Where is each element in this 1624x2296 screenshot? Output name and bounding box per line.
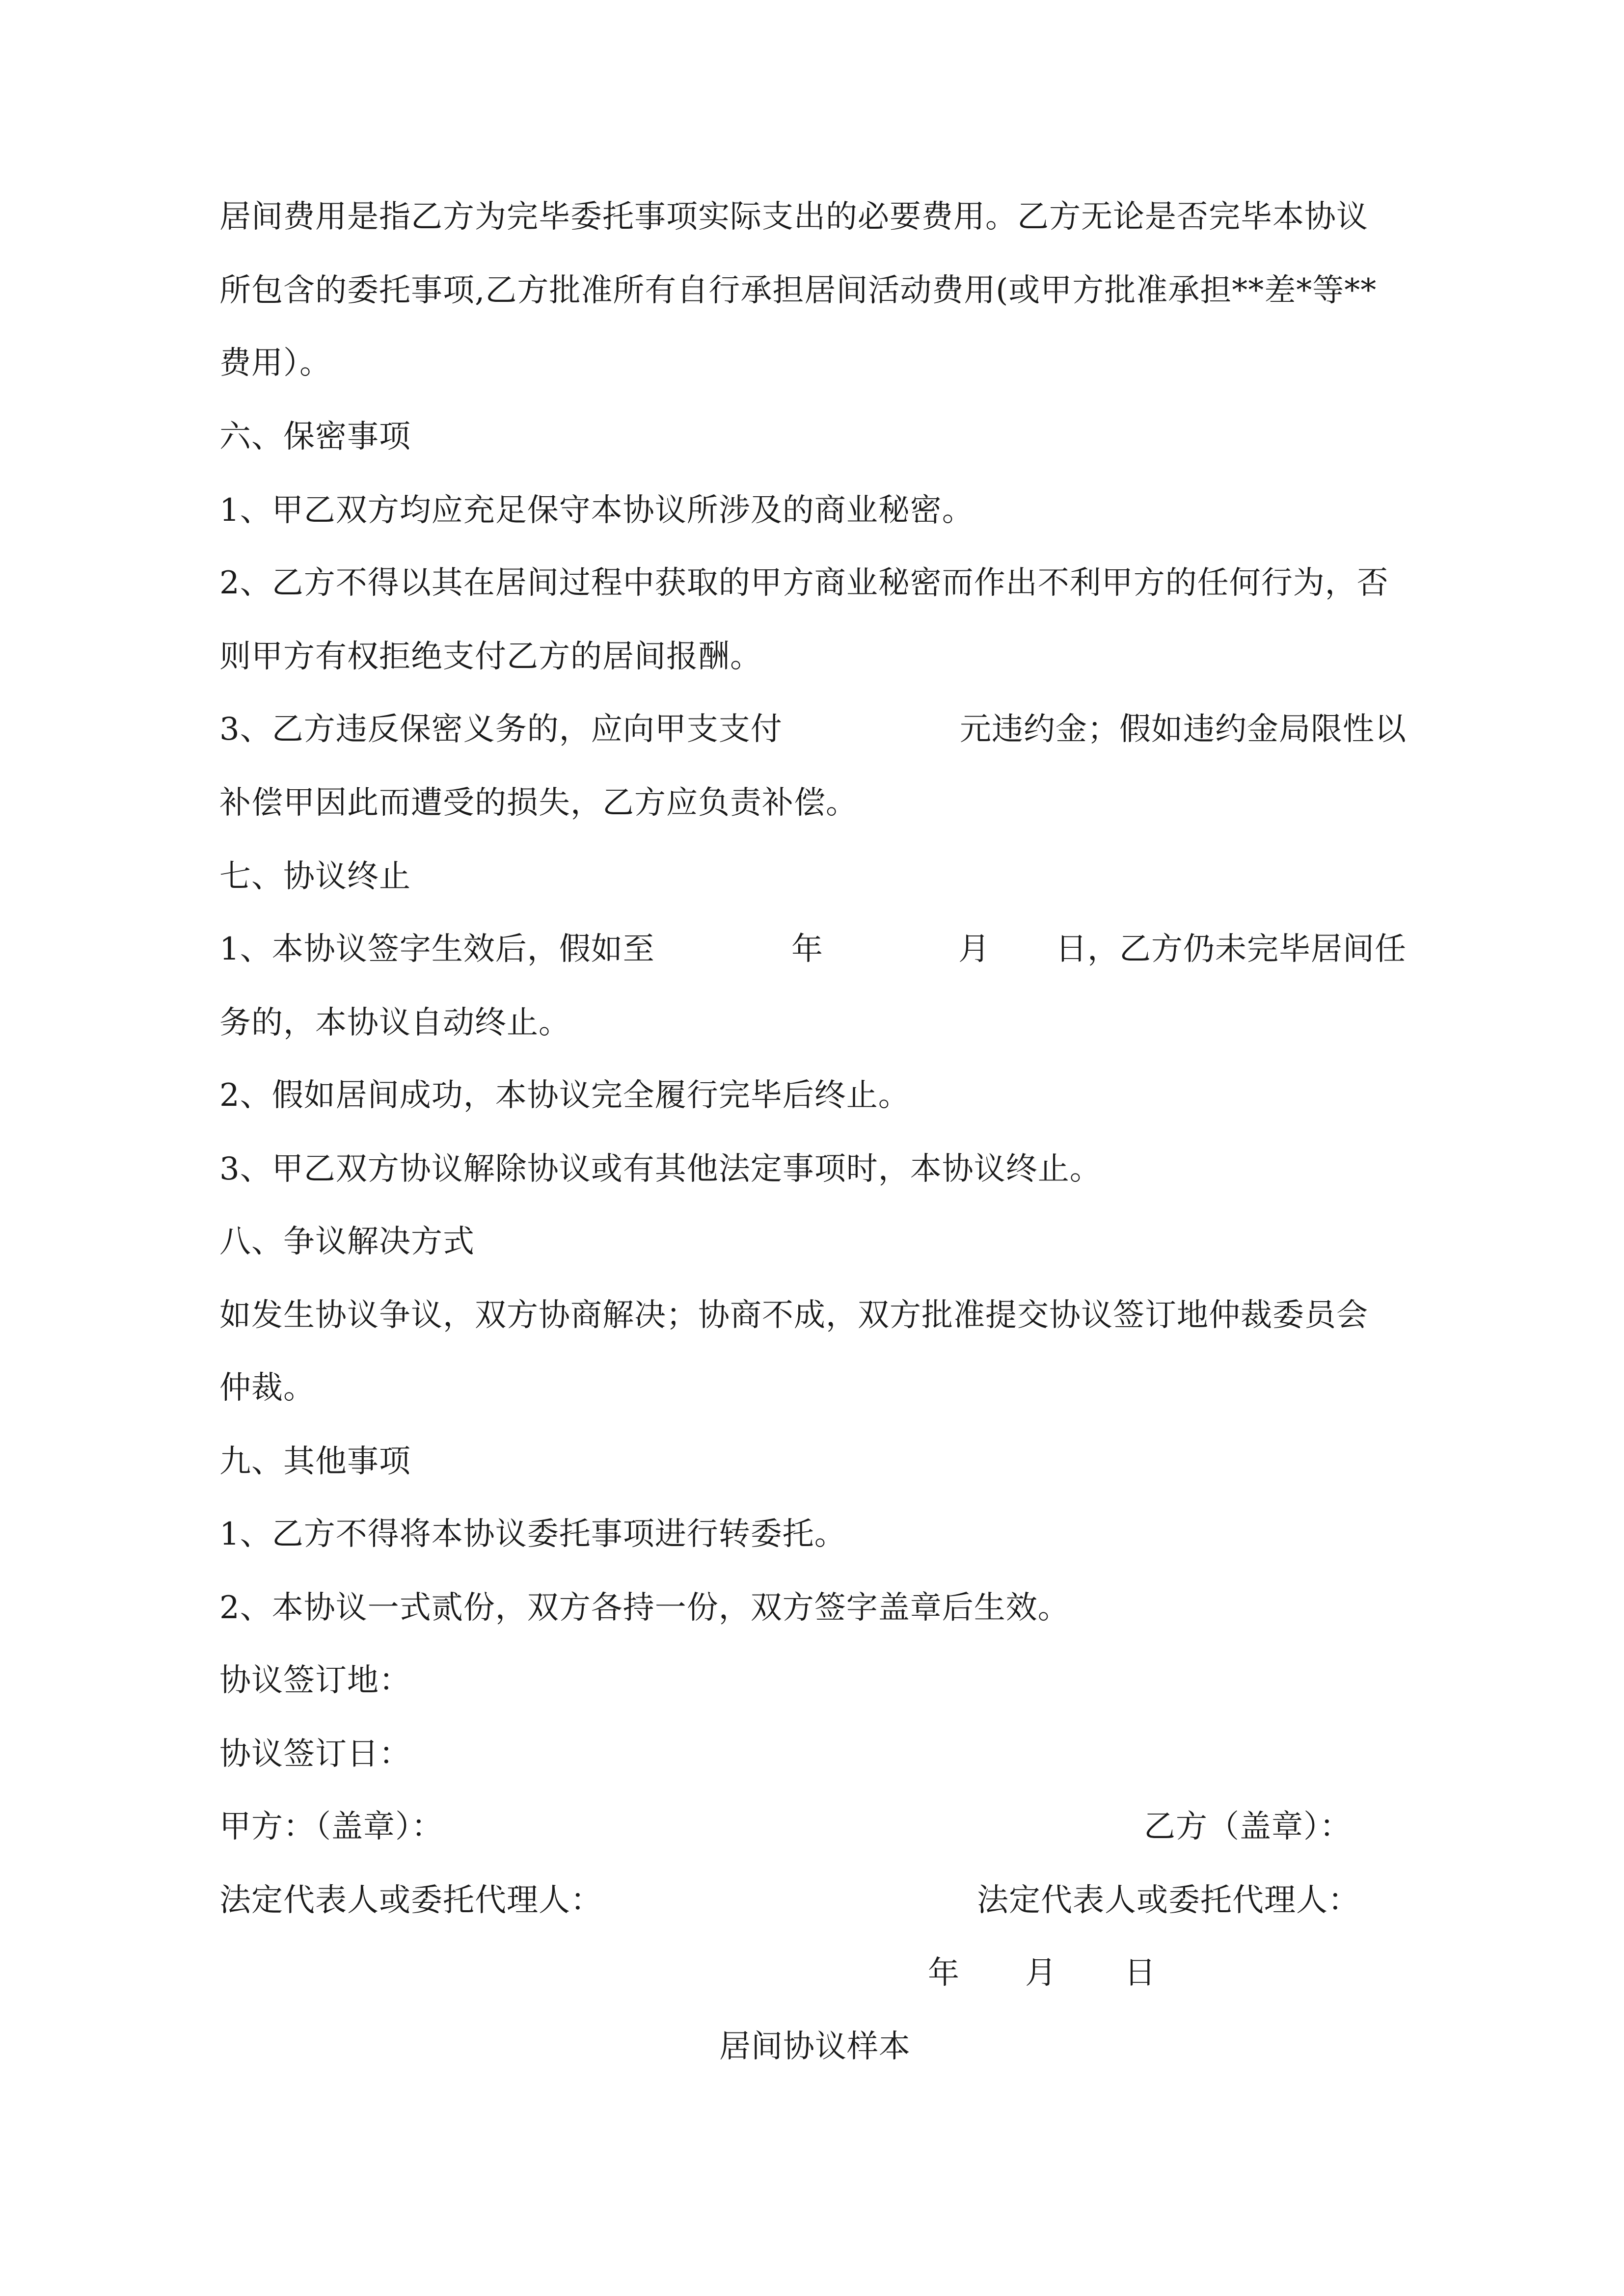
section9-item1: 1、乙方不得将本协议委托事项进行转委托。 bbox=[219, 1516, 846, 1552]
sign-place-label: 协议签订地： bbox=[219, 1662, 411, 1699]
section6-title: 六、保密事项 bbox=[219, 419, 411, 455]
section7-item1-month: 月 bbox=[958, 931, 990, 967]
section7-item1-part2: 日，乙方仍未完毕居间任 bbox=[1056, 931, 1407, 967]
section6-item3-part2: 元违约金；假如违约金局限性以 bbox=[960, 711, 1407, 748]
party-a-seal-label: 甲方：（盖章）： bbox=[219, 1809, 443, 1845]
section6-item2-line2: 则甲方有权拒绝支付乙方的居间报酬。 bbox=[219, 639, 762, 675]
party-b-seal-label: 乙方（盖章）： bbox=[1144, 1809, 1352, 1845]
section7-item1-part1: 1、本协议签字生效后，假如至 bbox=[219, 931, 655, 967]
section8-line2: 仲裁。 bbox=[219, 1370, 315, 1406]
party-b-rep-label: 法定代表人或委托代理人： bbox=[977, 1882, 1360, 1919]
section7-item3: 3、甲乙双方协议解除协议或有其他法定事项时，本协议终止。 bbox=[219, 1151, 1102, 1187]
section6-item1: 1、甲乙双方均应充足保守本协议所涉及的商业秘密。 bbox=[219, 492, 974, 529]
section8-title: 八、争议解决方式 bbox=[219, 1224, 475, 1260]
date-month: 月 bbox=[1025, 1955, 1057, 1991]
party-a-rep-label: 法定代表人或委托代理人： bbox=[219, 1882, 602, 1919]
section9-title: 九、其他事项 bbox=[219, 1443, 411, 1480]
section8-line1: 如发生协议争议，双方协商解决；协商不成，双方批准提交协议签订地仲裁委员会 bbox=[219, 1297, 1368, 1334]
section6-item2-line1: 2、乙方不得以其在居间过程中获取的甲方商业秘密而作出不利甲方的任何行为，否 bbox=[219, 565, 1389, 601]
section7-item2: 2、假如居间成功，本协议完全履行完毕后终止。 bbox=[219, 1077, 910, 1114]
footer-title: 居间协议样本 bbox=[719, 2029, 911, 2065]
date-day: 日 bbox=[1124, 1955, 1156, 1991]
para5-line2: 所包含的委托事项,乙方批准所有自行承担居间活动费用(或甲方批准承担**差*等** bbox=[219, 272, 1377, 309]
sign-date-label: 协议签订日： bbox=[219, 1736, 411, 1772]
section7-item1-line2: 务的，本协议自动终止。 bbox=[219, 1005, 570, 1041]
para5-line1: 居间费用是指乙方为完毕委托事项实际支出的必要费用。乙方无论是否完毕本协议 bbox=[219, 199, 1368, 235]
para5-line3: 费用）。 bbox=[219, 345, 331, 381]
section9-item2: 2、本协议一式贰份，双方各持一份，双方签字盖章后生效。 bbox=[219, 1590, 1070, 1626]
section7-title: 七、协议终止 bbox=[219, 858, 411, 895]
section6-item3-part1: 3、乙方违反保密义务的，应向甲支支付 bbox=[219, 711, 783, 748]
section6-item3-line2: 补偿甲因此而遭受的损失，乙方应负责补偿。 bbox=[219, 785, 858, 821]
date-year: 年 bbox=[928, 1955, 960, 1991]
section7-item1-year: 年 bbox=[791, 931, 823, 967]
